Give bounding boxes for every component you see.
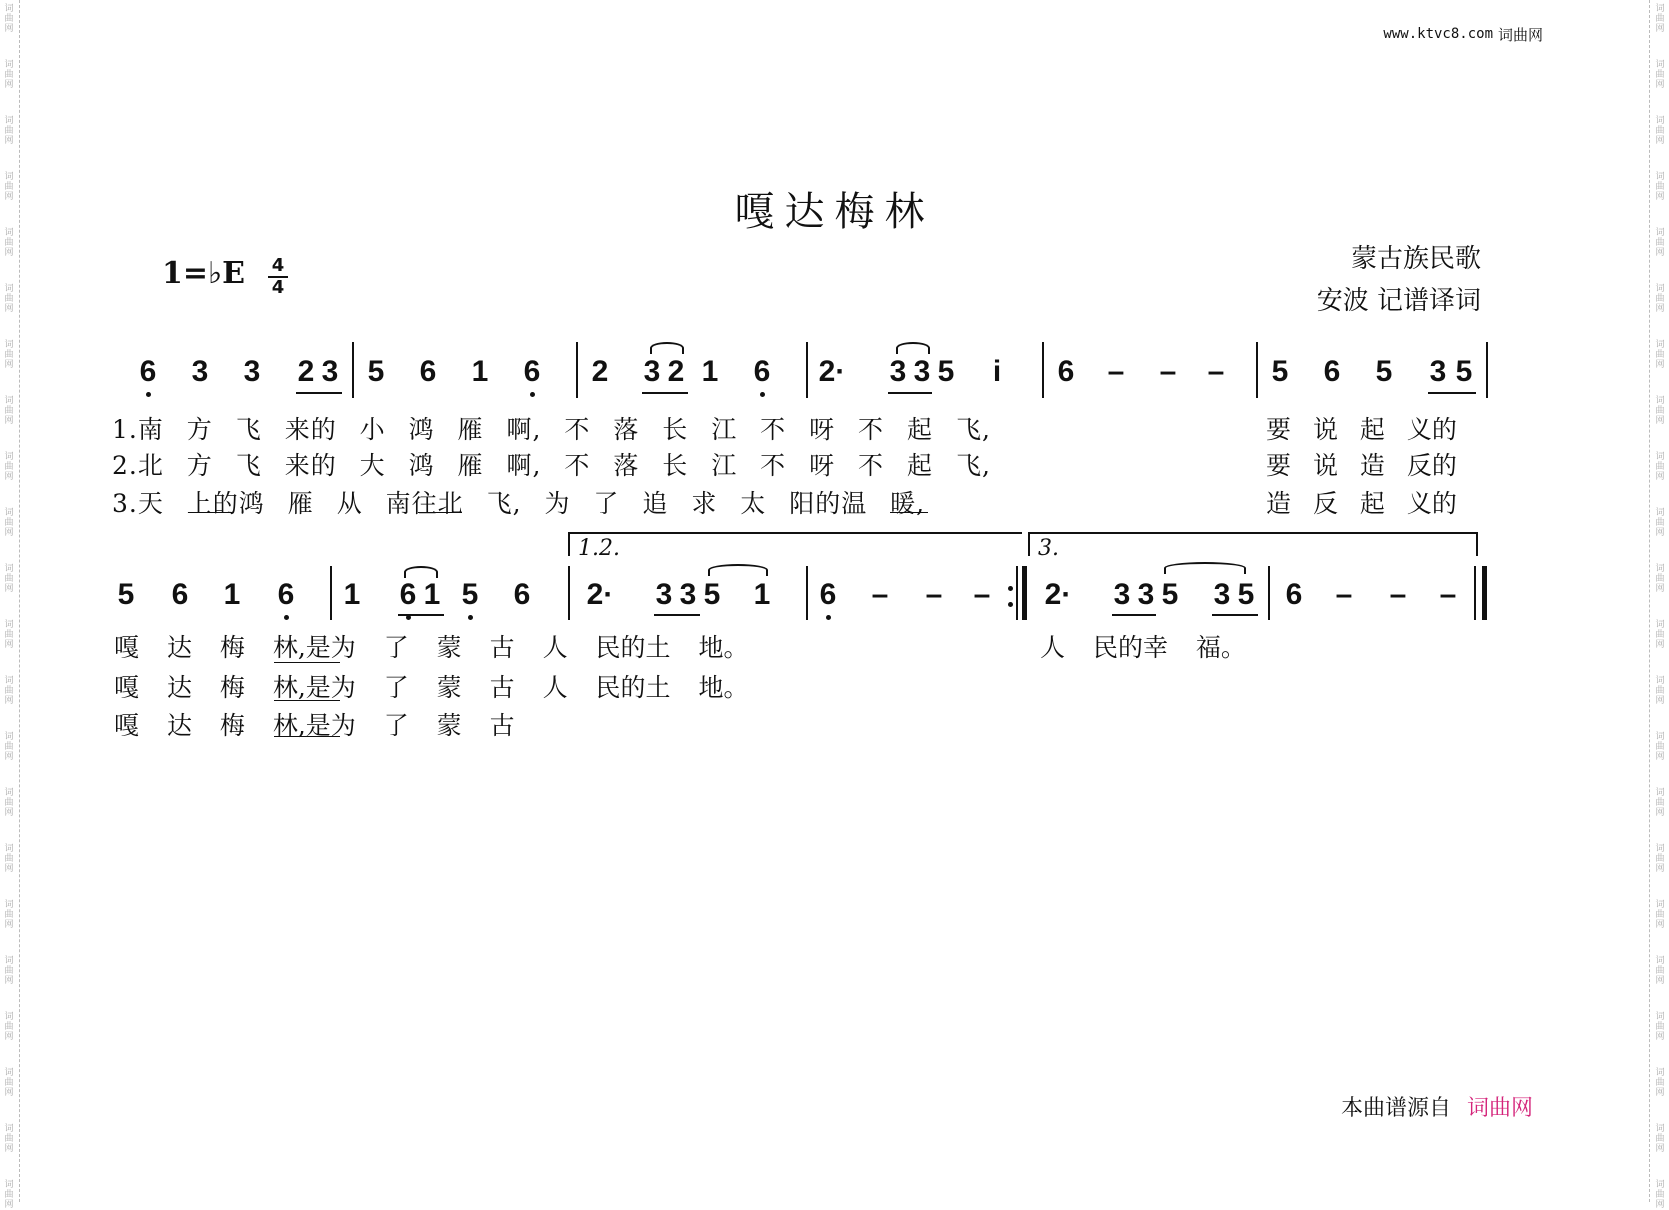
eighth-beam — [888, 392, 932, 394]
margin-watermark: 词 曲 网 — [1655, 620, 1665, 650]
site-name — [1498, 24, 1543, 45]
note: 1 — [223, 578, 241, 611]
note: – — [1159, 355, 1177, 388]
bar-line — [1486, 342, 1488, 398]
margin-watermark: 词 曲 网 — [1655, 1180, 1665, 1210]
note: 1 — [423, 578, 441, 611]
margin-watermark: 词 曲 网 — [4, 508, 14, 538]
margin-watermark: 词 曲 网 — [4, 676, 14, 706]
note: 2 — [591, 355, 609, 388]
margin-watermark: 词 曲 网 — [4, 956, 14, 986]
note: 3 — [643, 355, 661, 388]
note: 1 — [343, 578, 361, 611]
note: 3 — [1429, 355, 1447, 388]
note: 6 — [136, 355, 160, 389]
note: 6 — [750, 355, 774, 389]
song-title: 嘎达梅林 — [734, 189, 935, 235]
note: 3 — [889, 355, 907, 388]
lyric-line-2-verse-1: 嘎 达 梅 林,是为 了 蒙 古 人 民的土 地。 — [114, 633, 749, 662]
volta-second-label: 3. — [1038, 536, 1059, 561]
note: 6 — [396, 578, 420, 612]
repeat-dot — [1008, 586, 1013, 591]
note: 5 — [367, 355, 385, 388]
note: 6 — [171, 578, 189, 611]
volta-first-ending — [568, 532, 1022, 561]
note: – — [1207, 355, 1225, 388]
margin-watermark: 词 曲 网 — [4, 1012, 14, 1042]
eighth-beam — [1112, 614, 1156, 616]
margin-watermark: 词 曲 网 — [1655, 1012, 1665, 1042]
note: 5 — [458, 578, 482, 612]
margin-watermark: 词 曲 网 — [4, 452, 14, 482]
lyric-line-2-verse-1-alt: 人 民的幸 福。 — [1040, 633, 1246, 662]
key-signature: 1=♭E — [162, 256, 246, 291]
note: 2 — [297, 355, 315, 388]
margin-watermark: 词 曲 网 — [1655, 228, 1665, 258]
bar-line — [1268, 566, 1270, 620]
bar-line — [806, 566, 808, 620]
margin-watermark: 词 曲 网 — [1655, 4, 1665, 34]
margin-watermark: 词 曲 网 — [1655, 900, 1665, 930]
note: 6 — [1285, 578, 1303, 611]
note: 2· — [1044, 578, 1072, 611]
note: 6 — [274, 578, 298, 612]
tie-slur — [650, 342, 684, 354]
lyric-line-1-verse-2-tail: 要 说 造 反的 — [1266, 451, 1457, 480]
note: 1 — [701, 355, 719, 388]
note: 3 — [191, 355, 209, 388]
note: 6 — [520, 355, 544, 389]
bar-line — [330, 566, 332, 620]
bar-line — [806, 342, 808, 398]
note: 3 — [1213, 578, 1231, 611]
note: 6 — [419, 355, 437, 388]
note: 1 — [471, 355, 489, 388]
lyric-line-2-verse-3: 嘎 达 梅 林,是为 了 蒙 古 — [114, 711, 515, 740]
footer-brand-link[interactable]: 词曲网 — [1466, 1096, 1533, 1121]
lyric-line-1-verse-1: 1.南 方 飞 来的 小 鸿 雁 啊, 不 落 长 江 不 呀 不 起 飞, — [112, 415, 991, 444]
note: – — [973, 578, 991, 611]
margin-watermark: 词 曲 网 — [4, 4, 14, 34]
margin-watermark: 词 曲 网 — [4, 340, 14, 370]
lyric-line-1-verse-3-tail: 造 反 起 义的 — [1266, 489, 1457, 518]
margin-watermark: 词 曲 网 — [1655, 172, 1665, 202]
repeat-end-bar — [1022, 566, 1027, 620]
margin-watermark: 词 曲 网 — [1655, 452, 1665, 482]
note: 6 — [513, 578, 531, 611]
note: 5 — [937, 355, 955, 388]
note: 3 — [1137, 578, 1155, 611]
song-source: 蒙古族民歌 — [1350, 244, 1481, 274]
note: 2· — [818, 355, 846, 388]
margin-watermark: 词 曲 网 — [1655, 116, 1665, 146]
note: 3 — [1113, 578, 1131, 611]
volta-first-label: 1.2. — [578, 536, 620, 561]
note: – — [1439, 578, 1457, 611]
repeat-dot — [1008, 602, 1013, 607]
margin-watermark: 词 曲 网 — [1655, 788, 1665, 818]
note: – — [1107, 355, 1125, 388]
time-sig-top: 4 — [271, 255, 285, 276]
note: – — [925, 578, 943, 611]
bar-line — [576, 342, 578, 398]
note: 5 — [1375, 355, 1393, 388]
margin-watermark: 词 曲 网 — [1655, 676, 1665, 706]
time-sig-bottom: 4 — [271, 277, 285, 298]
tie-slur — [1164, 562, 1246, 574]
margin-watermark: 词 曲 网 — [4, 844, 14, 874]
margin-watermark: 词 曲 网 — [4, 900, 14, 930]
eighth-beam — [398, 614, 444, 616]
lyric-line-1-verse-2: 2.北 方 飞 来的 大 鸿 雁 啊, 不 落 长 江 不 呀 不 起 飞, — [112, 451, 991, 480]
margin-watermark: 词 曲 网 — [1655, 396, 1665, 426]
note: 3 — [679, 578, 697, 611]
footer-source — [1341, 1091, 1533, 1122]
eighth-beam — [1428, 392, 1476, 394]
note: 5 — [1271, 355, 1289, 388]
margin-watermark: 词 曲 网 — [4, 172, 14, 202]
tie-slur — [404, 566, 438, 578]
note: 6 — [1057, 355, 1075, 388]
margin-watermark: 词 曲 网 — [4, 1068, 14, 1098]
margin-watermark: 词 曲 网 — [1655, 1068, 1665, 1098]
note: – — [1389, 578, 1407, 611]
margin-watermark: 词 曲 网 — [4, 564, 14, 594]
margin-watermark: 词 曲 网 — [4, 732, 14, 762]
volta-second-ending — [1028, 532, 1478, 561]
eighth-beam — [296, 392, 342, 394]
note: 5 — [117, 578, 135, 611]
margin-watermark: 词 曲 网 — [4, 60, 14, 90]
note: 6 — [816, 578, 840, 612]
note: 5 — [1455, 355, 1473, 388]
tie-slur — [708, 564, 768, 576]
footer-source-label: 本曲谱源自 — [1340, 1096, 1451, 1121]
note: 3 — [243, 355, 261, 388]
song-credit: 安波 记谱译词 — [1316, 286, 1481, 316]
eighth-beam — [642, 392, 688, 394]
tie-slur — [896, 342, 930, 354]
eighth-beam — [1212, 614, 1258, 616]
lyric-line-1-verse-3: 3.天 上的鸿 雁 从 南往北 飞, 为 了 追 求 太 阳的温 暖, — [112, 489, 926, 518]
margin-watermark: 词 曲 网 — [4, 396, 14, 426]
lyric-line-1-verse-1-tail: 要 说 起 义的 — [1266, 415, 1457, 444]
bar-line — [568, 566, 570, 620]
note: 2 — [667, 355, 685, 388]
margin-watermark: 词 曲 网 — [4, 116, 14, 146]
margin-watermark: 词 曲 网 — [4, 788, 14, 818]
margin-watermark: 词 曲 网 — [1655, 340, 1665, 370]
note: 1 — [753, 578, 771, 611]
note: 3 — [321, 355, 339, 388]
note: i — [992, 355, 1002, 388]
margin-watermark: 词 曲 网 — [1655, 508, 1665, 538]
note: 5 — [1237, 578, 1255, 611]
eighth-beam — [654, 614, 700, 616]
time-signature — [268, 257, 288, 297]
bar-line — [352, 342, 354, 398]
margin-watermark: 词 曲 网 — [4, 1124, 14, 1154]
margin-watermark: 词 曲 网 — [4, 620, 14, 650]
margin-watermark: 词 曲 网 — [4, 228, 14, 258]
bar-line — [1256, 342, 1258, 398]
repeat-end-thin — [1016, 566, 1018, 620]
site-url-text: www.ktvc8.com — [1383, 26, 1493, 42]
final-bar-thick — [1482, 566, 1487, 620]
margin-watermark: 词 曲 网 — [1655, 1124, 1665, 1154]
lyric-line-2-verse-2: 嘎 达 梅 林,是为 了 蒙 古 人 民的土 地。 — [114, 673, 749, 702]
margin-watermark: 词 曲 网 — [1655, 844, 1665, 874]
margin-watermark: 词 曲 网 — [1655, 956, 1665, 986]
note: 3 — [655, 578, 673, 611]
margin-watermark: 词 曲 网 — [1655, 284, 1665, 314]
site-url[interactable] — [1383, 26, 1493, 42]
note: 6 — [1323, 355, 1341, 388]
margin-watermark: 词 曲 网 — [1655, 564, 1665, 594]
note: 5 — [1161, 578, 1179, 611]
note: 5 — [703, 578, 721, 611]
note: – — [871, 578, 889, 611]
margin-watermark: 词 曲 网 — [4, 284, 14, 314]
final-bar-thin — [1474, 566, 1476, 620]
margin-watermark: 词 曲 网 — [1655, 732, 1665, 762]
site-name-text: 词曲网 — [1497, 26, 1543, 44]
margin-watermark: 词 曲 网 — [4, 1180, 14, 1210]
note: 2· — [586, 578, 614, 611]
bar-line — [1042, 342, 1044, 398]
note: – — [1335, 578, 1353, 611]
note: 3 — [913, 355, 931, 388]
margin-watermark: 词 曲 网 — [1655, 60, 1665, 90]
